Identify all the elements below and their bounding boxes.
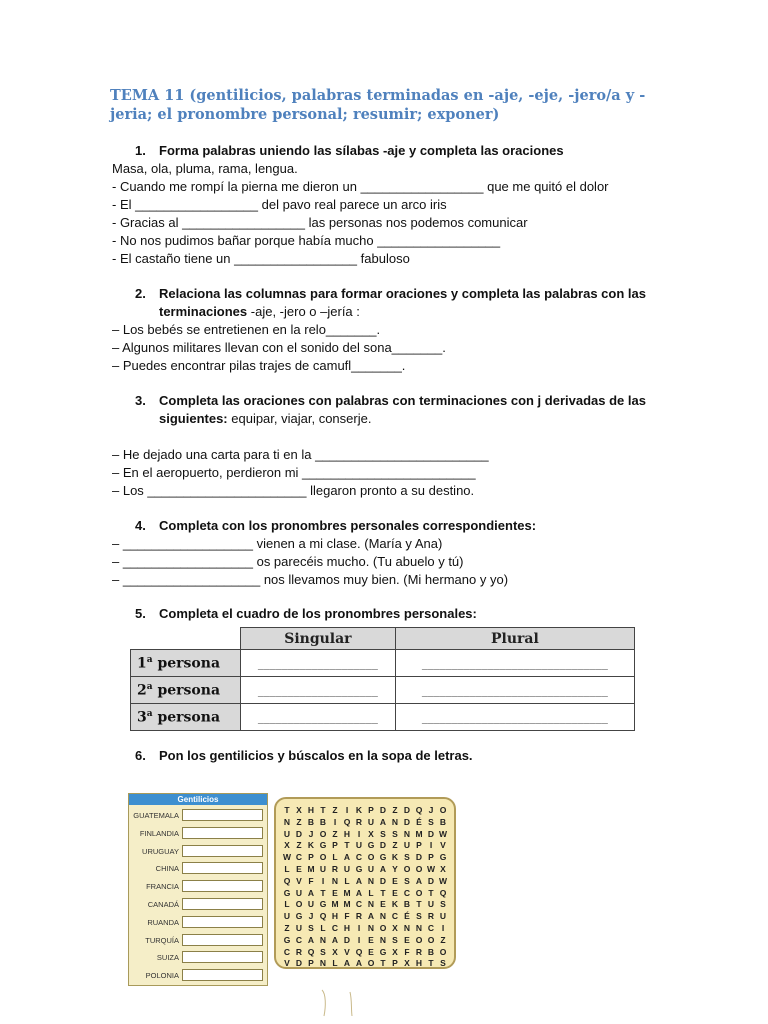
word-search-letter[interactable]: V (284, 958, 290, 969)
exercise-4-number: 4. (135, 518, 146, 533)
country-label: URUGUAY (142, 846, 179, 856)
word-search-letter[interactable]: S (440, 899, 446, 910)
word-search-letter[interactable]: X (296, 805, 302, 815)
exercise-2-line: – Algunos militares llevan con el sonido del sona_______. (112, 340, 446, 355)
exercise-1-line: - No nos pudimos bañar porque había mucho _________________ (112, 233, 501, 248)
word-search-letter[interactable]: L (344, 875, 350, 886)
pronoun-table-plural-header: Plural (395, 628, 634, 650)
word-search-row (276, 888, 454, 900)
word-search-letter[interactable]: Z (284, 922, 290, 933)
word-search-letter[interactable]: S (404, 875, 410, 886)
word-search-letter[interactable]: E (368, 934, 374, 945)
word-search-letter[interactable]: U (295, 887, 303, 898)
word-search-letter[interactable]: M (343, 887, 351, 898)
word-search-letter[interactable]: S (440, 958, 446, 969)
word-search-letter[interactable]: G (283, 934, 291, 945)
word-search-letter[interactable]: Z (440, 934, 446, 945)
exercise-1-text: Forma palabras uniendo las sílabas -aje y completa las oraciones (159, 143, 564, 158)
word-search-letter[interactable]: M (331, 899, 339, 910)
word-search-letter[interactable]: D (427, 875, 435, 886)
word-search-letter[interactable]: U (403, 840, 411, 851)
word-search-letter[interactable]: C (355, 899, 363, 910)
gentilicio-row (129, 878, 267, 895)
word-search-letter[interactable]: O (403, 863, 411, 874)
exercise-5-number: 5. (135, 606, 146, 621)
word-search-letter[interactable]: M (415, 828, 423, 839)
word-search-letter[interactable]: N (331, 875, 339, 886)
word-search-letter[interactable]: C (403, 887, 411, 898)
word-search-row (276, 852, 454, 864)
word-search-letter[interactable]: R (415, 946, 423, 957)
gentilicio-input[interactable] (182, 969, 263, 981)
word-search-letter[interactable]: V (344, 946, 350, 957)
gentilicio-input[interactable] (182, 845, 263, 857)
word-search-letter[interactable]: D (403, 816, 411, 827)
word-search-letter[interactable]: J (308, 911, 314, 922)
word-search-letter[interactable]: R (331, 863, 339, 874)
word-search-letter[interactable]: R (355, 911, 363, 922)
word-search-letter[interactable]: V (296, 875, 302, 886)
gentilicio-row (129, 914, 267, 931)
word-search-letter[interactable]: L (368, 887, 374, 898)
word-search-letter[interactable]: N (319, 958, 327, 969)
word-search-letter[interactable]: S (380, 828, 386, 839)
word-search-letter[interactable]: S (392, 934, 398, 945)
word-search-letter[interactable]: Z (332, 805, 338, 815)
word-search-letter[interactable]: J (308, 828, 314, 839)
word-search-letter[interactable]: M (307, 863, 315, 874)
word-search-letter[interactable]: G (295, 911, 303, 922)
word-search-letter[interactable]: M (343, 899, 351, 910)
word-search-letter[interactable]: É (404, 911, 410, 922)
word-search-row (276, 958, 454, 970)
word-search-letter[interactable]: N (367, 875, 375, 886)
exercise-2-line: – Los bebés se entretienen en la relo_______. (112, 322, 381, 337)
word-search-letter[interactable]: E (296, 863, 302, 874)
word-search-grid (274, 797, 456, 969)
word-search-letter[interactable]: A (331, 934, 339, 945)
exercise-6-number: 6. (135, 748, 146, 763)
country-label: SUIZA (156, 953, 179, 963)
word-search-letter[interactable]: T (428, 958, 434, 969)
word-search-letter[interactable]: T (320, 805, 326, 815)
gentilicios-header: Gentilicios (129, 794, 267, 805)
gentilicio-row (129, 825, 267, 842)
word-search-letter[interactable]: X (284, 840, 290, 851)
word-search-letter[interactable]: U (295, 922, 303, 933)
word-search-letter[interactable]: I (357, 828, 361, 839)
word-search-row (276, 840, 454, 852)
word-search-letter[interactable]: L (332, 958, 338, 969)
word-search-letter[interactable]: E (392, 887, 398, 898)
word-search-letter[interactable]: T (344, 840, 350, 851)
word-search-letter[interactable]: N (379, 911, 387, 922)
word-search-letter[interactable]: D (427, 828, 435, 839)
word-search-letter[interactable]: A (343, 958, 351, 969)
word-search-letter[interactable]: N (391, 816, 399, 827)
country-label: POLONIA (145, 971, 179, 981)
word-search-letter[interactable]: S (428, 816, 434, 827)
word-search-letter[interactable]: B (319, 816, 327, 827)
exercise-4-line: – __________________ vienen a mi clase. (María y Ana) (112, 536, 443, 551)
exercise-1-heading (135, 142, 660, 160)
word-search-letter[interactable]: É (416, 816, 422, 827)
word-search-letter[interactable]: N (403, 828, 411, 839)
word-search-letter[interactable]: G (439, 852, 447, 863)
country-label: RUANDA (147, 917, 179, 927)
word-search-letter[interactable]: D (403, 805, 411, 815)
word-search-letter[interactable]: Q (415, 805, 423, 815)
word-search-letter[interactable]: C (331, 922, 339, 933)
exercise-1-line: - El castaño tiene un _________________ fabuloso (112, 251, 410, 266)
word-search-letter[interactable]: D (295, 958, 303, 969)
word-search-letter[interactable]: B (427, 946, 435, 957)
country-label: FRANCIA (146, 882, 179, 892)
country-label: FINLANDIA (139, 828, 179, 838)
pronoun-table (130, 627, 635, 731)
word-search-letter[interactable]: B (439, 816, 447, 827)
person-label: 2$^a$ persona (131, 677, 241, 704)
singular-blank[interactable]: ____________________ (241, 677, 396, 704)
word-search-letter[interactable]: T (320, 887, 326, 898)
gentilicio-row (129, 860, 267, 877)
word-search-letter[interactable]: X (368, 828, 374, 839)
plural-blank[interactable]: _______________________________ (395, 704, 634, 731)
exercise-3-line: – He dejado una carta para ti en la ________________________ (112, 447, 489, 462)
word-search-letter[interactable]: N (319, 934, 327, 945)
word-search-letter[interactable]: T (284, 805, 290, 815)
word-search-letter[interactable]: A (355, 875, 363, 886)
word-search-letter[interactable]: N (415, 922, 423, 933)
word-search-letter[interactable]: C (283, 946, 291, 957)
word-search-letter[interactable]: A (343, 852, 351, 863)
word-search-letter[interactable]: A (307, 934, 315, 945)
word-search-letter[interactable]: I (345, 805, 349, 815)
word-search-row (276, 829, 454, 841)
word-search-letter[interactable]: K (391, 899, 399, 910)
word-search-letter[interactable]: P (416, 840, 422, 851)
word-search-letter[interactable]: O (427, 934, 435, 945)
word-search-letter[interactable]: S (416, 911, 422, 922)
word-search-letter[interactable]: I (357, 934, 361, 945)
exercise-3-text: Completa las oraciones con palabras con terminaciones con j derivadas de las siguientes: (159, 393, 646, 426)
word-search-letter[interactable]: W (438, 875, 448, 886)
word-search-letter[interactable]: O (367, 958, 375, 969)
word-search-letter[interactable]: E (380, 899, 386, 910)
word-search-letter[interactable]: U (307, 899, 315, 910)
word-search-letter[interactable]: G (379, 946, 387, 957)
person-label: 3$^a$ persona (131, 704, 241, 731)
word-search-letter[interactable]: X (392, 946, 398, 957)
exercise-4-line: – __________________ os parecéis mucho. (Tu abuelo y tú) (112, 554, 464, 569)
word-search-letter[interactable]: A (307, 887, 315, 898)
word-search-letter[interactable]: H (331, 911, 339, 922)
exercise-1-words: Masa, ola, pluma, rama, lengua. (112, 161, 298, 176)
word-search-letter[interactable]: O (319, 828, 327, 839)
word-search-letter[interactable]: P (368, 805, 374, 815)
country-label: CHINA (155, 864, 179, 874)
word-search-letter[interactable]: E (368, 946, 374, 957)
word-search-letter[interactable]: O (319, 852, 327, 863)
word-search-letter[interactable]: U (439, 911, 447, 922)
word-search-letter[interactable]: L (320, 922, 326, 933)
word-search-letter[interactable]: F (308, 875, 314, 886)
exercise-3-words: equipar, viajar, conserje. (231, 411, 372, 426)
word-search-letter[interactable]: B (307, 816, 315, 827)
word-search-letter[interactable]: H (343, 922, 351, 933)
pronoun-table-row (131, 704, 635, 731)
word-search-letter[interactable]: O (439, 805, 447, 815)
word-search-letter[interactable]: C (295, 852, 303, 863)
gentilicio-input[interactable] (182, 862, 263, 874)
exercise-6-heading (135, 747, 660, 765)
word-search-letter[interactable]: O (295, 899, 303, 910)
singular-blank[interactable]: ____________________ (241, 704, 396, 731)
word-search-letter[interactable]: C (295, 934, 303, 945)
pronoun-table-row (131, 677, 635, 704)
exercise-4-line: – ___________________ nos llevamos muy bien. (Mi hermano y yo) (112, 572, 509, 587)
word-search-row (276, 805, 454, 817)
word-search-letter[interactable]: A (355, 958, 363, 969)
word-search-letter[interactable]: G (283, 887, 291, 898)
word-search-letter[interactable]: N (403, 922, 411, 933)
word-search-letter[interactable]: T (380, 958, 386, 969)
word-search-letter[interactable]: I (333, 816, 337, 827)
person-label: 1$^a$ persona (131, 650, 241, 677)
word-search-letter[interactable]: U (367, 863, 375, 874)
word-search-letter[interactable]: U (283, 911, 291, 922)
word-search-letter[interactable]: R (355, 816, 363, 827)
word-search-letter[interactable]: O (439, 946, 447, 957)
pronoun-table-corner (131, 628, 241, 650)
word-search-letter[interactable]: Q (283, 875, 291, 886)
word-search-letter[interactable]: W (438, 828, 448, 839)
gentilicio-row (129, 807, 267, 824)
word-search-letter[interactable]: Z (296, 816, 302, 827)
exercise-2-text: Relaciona las columnas para formar oraciones y completa las palabras con las terminaciones (159, 286, 646, 319)
word-search-letter[interactable]: Z (392, 840, 398, 851)
exercise-6-text: Pon los gentilicios y búscalos en la sopa de letras. (159, 748, 473, 763)
word-search-letter[interactable]: H (415, 958, 423, 969)
word-search-letter[interactable]: D (295, 828, 303, 839)
word-search-letter[interactable]: L (332, 852, 338, 863)
exercise-2-number: 2. (135, 286, 146, 301)
gentilicio-input[interactable] (182, 951, 263, 963)
word-search-letter[interactable]: A (379, 816, 387, 827)
gentilicio-input[interactable] (182, 934, 263, 946)
word-search-letter[interactable]: G (319, 899, 327, 910)
word-search-letter[interactable]: Q (355, 946, 363, 957)
word-search-letter[interactable]: U (319, 863, 327, 874)
word-search-letter[interactable]: L (284, 863, 290, 874)
word-search-letter[interactable]: D (379, 875, 387, 886)
word-search-letter[interactable]: P (308, 852, 314, 863)
word-search-letter[interactable]: P (428, 852, 434, 863)
exercise-2-terms: -aje, -jero o –jería : (250, 304, 360, 319)
word-search-letter[interactable]: U (283, 828, 291, 839)
word-search-row (276, 935, 454, 947)
gentilicios-panel (128, 793, 268, 986)
word-search-letter[interactable]: X (404, 958, 410, 969)
gentilicio-input[interactable] (182, 898, 263, 910)
word-search-letter[interactable]: O (367, 852, 375, 863)
word-search-letter[interactable]: S (404, 852, 410, 863)
word-search-letter[interactable]: I (441, 922, 445, 933)
exercise-3-heading (135, 392, 660, 428)
word-search-letter[interactable]: J (428, 805, 434, 815)
word-search-letter[interactable]: U (427, 899, 435, 910)
word-search-row (276, 911, 454, 923)
word-search-letter[interactable]: O (379, 922, 387, 933)
word-search-letter[interactable]: P (332, 840, 338, 851)
exercise-4-heading (135, 517, 660, 535)
word-search-letter[interactable]: X (332, 946, 338, 957)
pronoun-table-row (131, 650, 635, 677)
word-search-row (276, 876, 454, 888)
word-search-letter[interactable]: Z (332, 828, 338, 839)
word-search-row (276, 899, 454, 911)
word-search-letter[interactable]: C (391, 911, 399, 922)
word-search-letter[interactable]: T (380, 887, 386, 898)
word-search-letter[interactable]: W (282, 852, 292, 863)
word-search-letter[interactable]: E (404, 934, 410, 945)
word-search-letter[interactable]: P (392, 958, 398, 969)
word-search-row (276, 817, 454, 829)
word-search-letter[interactable]: U (367, 816, 375, 827)
word-search-letter[interactable]: Q (439, 887, 447, 898)
word-search-letter[interactable]: Q (343, 816, 351, 827)
exercise-1-line: - Cuando me rompí la pierna me dieron un _________________ que me quitó el dolor (112, 179, 609, 194)
plural-blank[interactable]: _______________________________ (395, 650, 634, 677)
word-search-letter[interactable]: B (403, 899, 411, 910)
gentilicio-row (129, 843, 267, 860)
exercise-2-line: – Puedes encontrar pilas trajes de camufl_______. (112, 358, 406, 373)
exercise-2-heading (135, 285, 660, 321)
exercise-3-line: – Los ______________________ llegaron pronto a su destino. (112, 483, 475, 498)
word-search-letter[interactable]: X (392, 922, 398, 933)
word-search-letter[interactable]: E (332, 887, 338, 898)
singular-blank[interactable]: ____________________ (241, 650, 396, 677)
word-search-letter[interactable]: H (343, 828, 351, 839)
word-search-letter[interactable]: A (355, 887, 363, 898)
word-search-letter[interactable]: Y (392, 863, 398, 874)
word-search-letter[interactable]: U (355, 840, 363, 851)
pronoun-table-singular-header: Singular (241, 628, 396, 650)
word-search-letter[interactable]: D (379, 805, 387, 815)
word-search-letter[interactable]: A (379, 863, 387, 874)
word-search-letter[interactable]: F (344, 911, 350, 922)
word-search-letter[interactable]: V (440, 840, 446, 851)
word-search-letter[interactable]: N (367, 899, 375, 910)
gentilicio-input[interactable] (182, 827, 263, 839)
exercise-3-line: – En el aeropuerto, perdieron mi ________________________ (112, 465, 476, 480)
word-search-row (276, 947, 454, 959)
word-search-letter[interactable]: I (321, 875, 325, 886)
word-search-letter[interactable]: D (379, 840, 387, 851)
gentilicio-input[interactable] (182, 880, 263, 892)
country-label: GUATEMALA (133, 811, 179, 820)
exercise-1-line: - Gracias al _________________ las personas nos podemos comunicar (112, 215, 528, 230)
gentilicio-input[interactable] (182, 916, 263, 928)
word-search-letter[interactable]: C (427, 922, 435, 933)
word-search-letter[interactable]: L (284, 899, 290, 910)
exercise-1-number: 1. (135, 143, 146, 158)
decorative-flourish-icon (312, 972, 412, 1017)
word-search-letter[interactable]: I (429, 840, 433, 851)
exercise-1-line: - El _________________ del pavo real parece un arco iris (112, 197, 447, 212)
word-search-letter[interactable]: G (319, 840, 327, 851)
word-search-letter[interactable]: O (415, 863, 423, 874)
word-search-letter[interactable]: T (428, 887, 434, 898)
word-search-letter[interactable]: R (427, 911, 435, 922)
exercise-3-number: 3. (135, 393, 146, 408)
word-search-letter[interactable]: S (320, 946, 326, 957)
word-search-letter[interactable]: Z (392, 805, 398, 815)
word-search-letter[interactable]: G (367, 840, 375, 851)
word-search-letter[interactable]: O (415, 934, 423, 945)
word-search-row (276, 923, 454, 935)
word-search-letter[interactable]: Q (319, 911, 327, 922)
exercise-5-heading (135, 605, 660, 623)
exercise-4-text: Completa con los pronombres personales correspondientes: (159, 518, 537, 533)
worksheet-title: TEMA 11 (gentilicios, palabras terminadas en -aje, -eje, -jero/a y -jeria; el pronombre personal; resumir; exponer) (110, 87, 646, 123)
word-search-letter[interactable]: R (295, 946, 303, 957)
word-search-letter[interactable]: W (426, 863, 436, 874)
plural-blank[interactable]: _______________________________ (395, 677, 634, 704)
word-search-letter[interactable]: U (343, 863, 351, 874)
word-search-letter[interactable]: S (308, 922, 314, 933)
word-search-letter[interactable]: C (355, 852, 363, 863)
word-search-letter[interactable]: E (392, 875, 398, 886)
gentilicio-row (129, 949, 267, 966)
word-search-letter[interactable]: N (367, 922, 375, 933)
country-label: CANADÁ (147, 900, 179, 909)
word-search-letter[interactable]: H (307, 805, 315, 815)
word-search-letter[interactable]: T (416, 899, 422, 910)
gentilicio-input[interactable] (182, 809, 263, 821)
word-search-letter[interactable]: N (283, 816, 291, 827)
word-search-letter[interactable]: Q (307, 946, 315, 957)
word-search-letter[interactable]: D (343, 934, 351, 945)
word-search-letter[interactable]: O (415, 887, 423, 898)
country-label: TURQUÍA (145, 935, 179, 945)
word-search-letter[interactable]: P (308, 958, 314, 969)
word-search-letter[interactable]: A (415, 875, 423, 886)
word-search-letter[interactable]: F (404, 946, 410, 957)
gentilicio-row (129, 932, 267, 949)
gentilicio-row (129, 967, 267, 984)
gentilicio-row (129, 896, 267, 913)
word-search-letter[interactable]: K (307, 840, 315, 851)
word-search-letter[interactable]: G (379, 852, 387, 863)
word-search-letter[interactable]: Z (296, 840, 302, 851)
word-search-letter[interactable]: G (355, 863, 363, 874)
word-search-letter[interactable]: A (367, 911, 375, 922)
word-search-letter[interactable]: S (392, 828, 398, 839)
word-search-letter[interactable]: N (379, 934, 387, 945)
word-search-row (276, 864, 454, 876)
word-search-letter[interactable]: D (415, 852, 423, 863)
word-search-letter[interactable]: X (440, 863, 446, 874)
word-search-letter[interactable]: I (357, 922, 361, 933)
word-search-letter[interactable]: K (391, 852, 399, 863)
exercise-5-text: Completa el cuadro de los pronombres personales: (159, 606, 477, 621)
word-search-letter[interactable]: K (355, 805, 363, 815)
